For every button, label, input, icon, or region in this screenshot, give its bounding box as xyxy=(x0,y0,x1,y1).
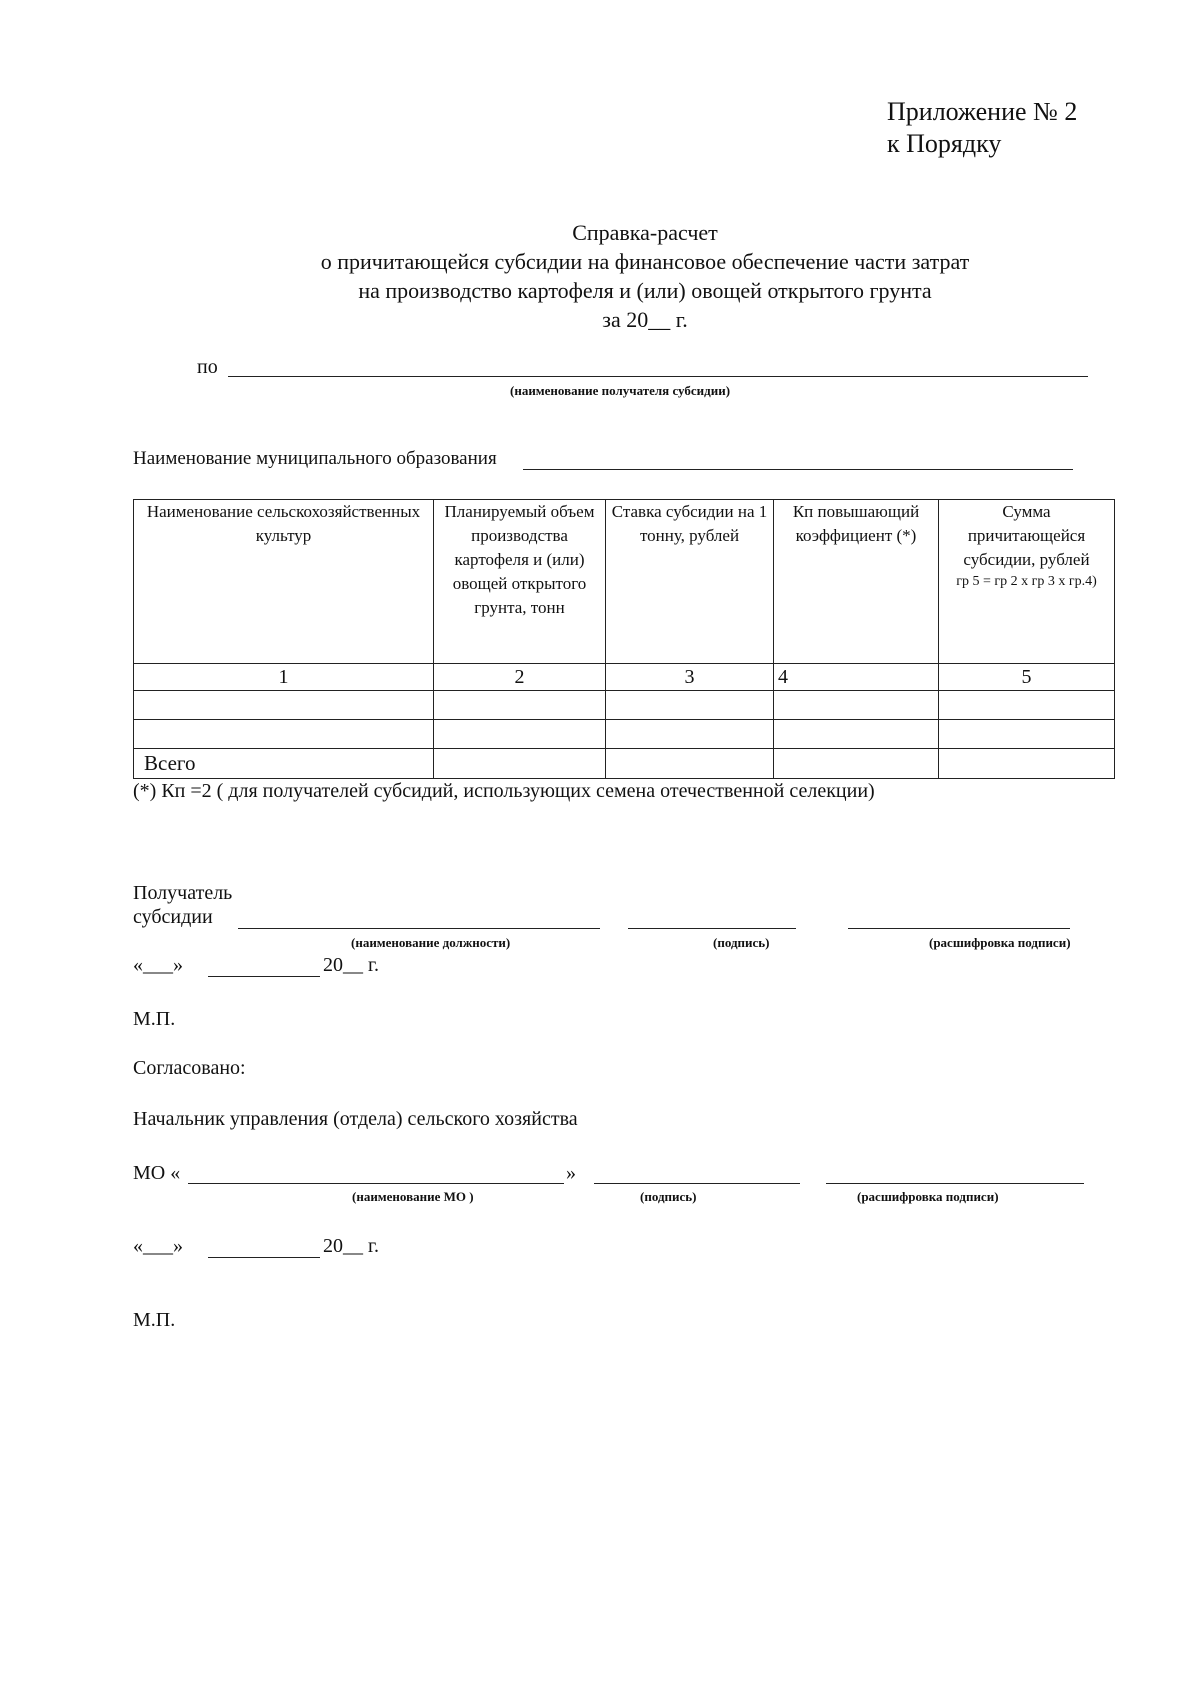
recipient-name-field[interactable] xyxy=(228,376,1088,377)
title-line-4: за 20__ г. xyxy=(602,307,688,332)
recipient-prefix: по xyxy=(197,356,218,378)
table-cell[interactable] xyxy=(434,720,606,749)
table-cell[interactable] xyxy=(606,749,774,779)
approval-date-month-field[interactable] xyxy=(208,1257,320,1258)
approval-stamp-mark: М.П. xyxy=(133,1309,176,1331)
table-number-row xyxy=(134,664,1115,691)
municipality-name-field[interactable] xyxy=(523,469,1073,470)
approval-date-day: «___» xyxy=(133,1235,183,1257)
header-planned-volume: Планируемый объем производства картофеля и (или) овощей открытого грунта, тонн xyxy=(434,500,606,664)
caption-decode: (расшифровка подписи) xyxy=(929,935,1071,950)
table-header-row xyxy=(134,500,1115,664)
footnote: (*) Кп =2 ( для получателей субсидий, использующих семена отечественной селекции) xyxy=(133,780,875,802)
position-field[interactable] xyxy=(238,928,600,929)
caption-signature: (подпись) xyxy=(713,935,770,950)
agreed-label: Согласовано: xyxy=(133,1057,246,1079)
column-number: 1 xyxy=(134,664,434,691)
header-coefficient: Кп повышающий коэффициент (*) xyxy=(774,500,939,664)
stamp-mark: М.П. xyxy=(133,1008,176,1030)
column-number: 4 xyxy=(774,664,939,691)
recipient-caption: (наименование получателя субсидии) xyxy=(510,383,731,398)
table-cell[interactable] xyxy=(606,720,774,749)
table-cell[interactable] xyxy=(939,720,1115,749)
header-rate: Ставка субсидии на 1 тонну, рублей xyxy=(606,500,774,664)
municipality-label: Наименование муниципального образования xyxy=(133,448,497,469)
date-month-field[interactable] xyxy=(208,976,320,977)
mo-name-field[interactable] xyxy=(188,1183,564,1184)
table-cell[interactable] xyxy=(774,720,939,749)
title-line-2: о причитающейся субсидии на финансовое обеспечение части затрат xyxy=(320,249,970,274)
approval-decode-field[interactable] xyxy=(826,1183,1084,1184)
signature-field[interactable] xyxy=(628,928,796,929)
column-number: 3 xyxy=(606,664,774,691)
table-cell[interactable] xyxy=(774,749,939,779)
table-cell[interactable] xyxy=(434,691,606,720)
approval-signature-field[interactable] xyxy=(594,1183,800,1184)
signature-decode-field[interactable] xyxy=(848,928,1070,929)
approval-date-year: 20__ г. xyxy=(323,1235,379,1257)
recipient-label-line2: субсидии xyxy=(133,906,213,928)
table-cell[interactable] xyxy=(939,691,1115,720)
header-sum-formula: гр 5 = гр 2 х гр 3 х гр.4) xyxy=(956,574,1097,589)
recipient-label-line1: Получатель xyxy=(133,882,233,904)
head-of-department: Начальник управления (отдела) сельского хозяйства xyxy=(133,1108,578,1130)
title-line-3: на производство картофеля и (или) овощей открытого грунта xyxy=(358,278,932,303)
total-label: Всего xyxy=(134,749,434,779)
column-number: 2 xyxy=(434,664,606,691)
header-sum-label: Сумма причитающейся субсидии, рублей xyxy=(963,502,1090,569)
column-number: 5 xyxy=(939,664,1115,691)
subsidy-calculation-table xyxy=(133,499,1115,779)
table-cell[interactable] xyxy=(134,720,434,749)
header-crop-name: Наименование сельскохозяйственных культур xyxy=(134,500,434,664)
caption-position: (наименование должности) xyxy=(351,935,511,950)
mo-open: МО « xyxy=(133,1162,181,1184)
table-total-row xyxy=(134,749,1115,779)
appendix-reference: к Порядку xyxy=(887,129,1002,158)
table-row xyxy=(134,691,1115,720)
caption-mo: (наименование МО ) xyxy=(352,1189,474,1204)
table-cell[interactable] xyxy=(774,691,939,720)
document-title xyxy=(0,218,1200,334)
date-day: «___» xyxy=(133,954,183,976)
caption-approval-signature: (подпись) xyxy=(640,1189,697,1204)
table-cell[interactable] xyxy=(134,691,434,720)
table-cell[interactable] xyxy=(434,749,606,779)
appendix-number: Приложение № 2 xyxy=(887,97,1078,126)
date-year: 20__ г. xyxy=(323,954,379,976)
appendix-header xyxy=(887,96,1077,160)
caption-approval-decode: (расшифровка подписи) xyxy=(857,1189,999,1204)
header-sum xyxy=(939,500,1115,664)
title-line-1: Справка-расчет xyxy=(572,220,718,245)
table-cell[interactable] xyxy=(606,691,774,720)
table-row xyxy=(134,720,1115,749)
mo-close: » xyxy=(566,1162,576,1184)
table-cell[interactable] xyxy=(939,749,1115,779)
